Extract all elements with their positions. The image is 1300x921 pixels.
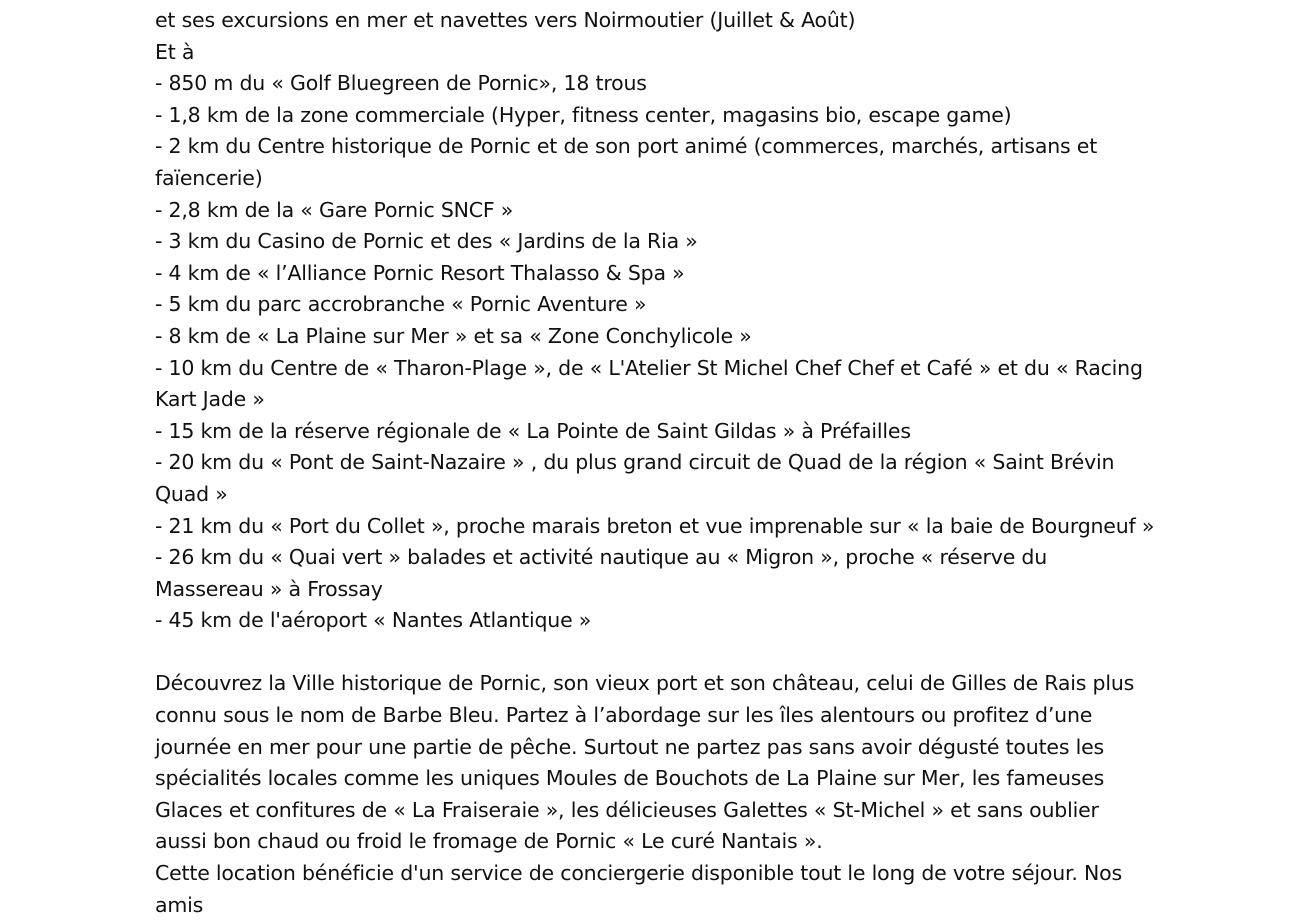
list-item: - 2,8 km de la « Gare Pornic SNCF »: [155, 197, 514, 222]
paragraph-spacer: [155, 637, 1155, 669]
list-item: - 20 km du « Pont de Saint-Nazaire » , du plus grand circuit de Quad de la région « Saint Brévin Quad »: [155, 450, 1115, 506]
paragraph-discover: Découvrez la Ville historique de Pornic, son vieux port et son château, celui de Gilles de Rais plus connu sous le nom de Barbe Bleu. Partez à l’abordage sur les îles alentours ou profitez d’une journée en mer pour une partie de pêche. Surtout ne partez pas sans avoir dégusté toutes les spécialités locales comme les uniques Moules de Bouchots de La Plaine sur Mer, les fameuses Glaces et confitures de « La Fraiseraie », les délicieuses Galettes « St-Michel » et sans oublier aussi bon chaud ou froid le fromage de Pornic « Le curé Nantais ».: [155, 671, 1135, 854]
intro-line: et ses excursions en mer et navettes vers Noirmoutier (Juillet & Août): [155, 8, 856, 32]
list-item: - 45 km de l'aéroport « Nantes Atlantique »: [155, 608, 592, 633]
list-item: - 4 km de « l’Alliance Pornic Resort Thalasso & Spa »: [155, 260, 685, 285]
list-item: - 26 km du « Quai vert » balades et activité nautique au « Migron », proche « réserve du Massereau » à Frossay: [155, 545, 1048, 601]
list-item: - 8 km de « La Plaine sur Mer » et sa « Zone Conchylicole »: [155, 323, 752, 348]
list-item: - 2 km du Centre historique de Pornic et de son port animé (commerces, marchés, artisans et faïencerie): [155, 134, 1098, 190]
document-body: [155, 5, 1155, 917]
intro-line: Et à: [155, 39, 195, 64]
list-item: - 21 km du « Port du Collet », proche marais breton et vue imprenable sur « la baie de Bourgneuf »: [155, 513, 1155, 538]
list-item: - 5 km du parc accrobranche « Pornic Aventure »: [155, 292, 647, 317]
list-item: - 850 m du « Golf Bluegreen de Pornic», 18 trous: [155, 71, 647, 96]
list-item: - 10 km du Centre de « Tharon-Plage », de « L'Atelier St Michel Chef Chef et Café » et du « Racing Kart Jade »: [155, 355, 1143, 412]
paragraph-concierge: Cette location bénéficie d'un service de conciergerie disponible tout le long de votre séjour. Nos amis: [155, 861, 1122, 917]
list-item: - 3 km du Casino de Pornic et des « Jardins de la Ria »: [155, 229, 698, 254]
list-item: - 1,8 km de la zone commerciale (Hyper, fitness center, magasins bio, escape game): [155, 102, 1012, 127]
list-item: - 15 km de la réserve régionale de « La Pointe de Saint Gildas » à Préfailles: [155, 418, 911, 443]
distance-list: [155, 68, 1155, 637]
